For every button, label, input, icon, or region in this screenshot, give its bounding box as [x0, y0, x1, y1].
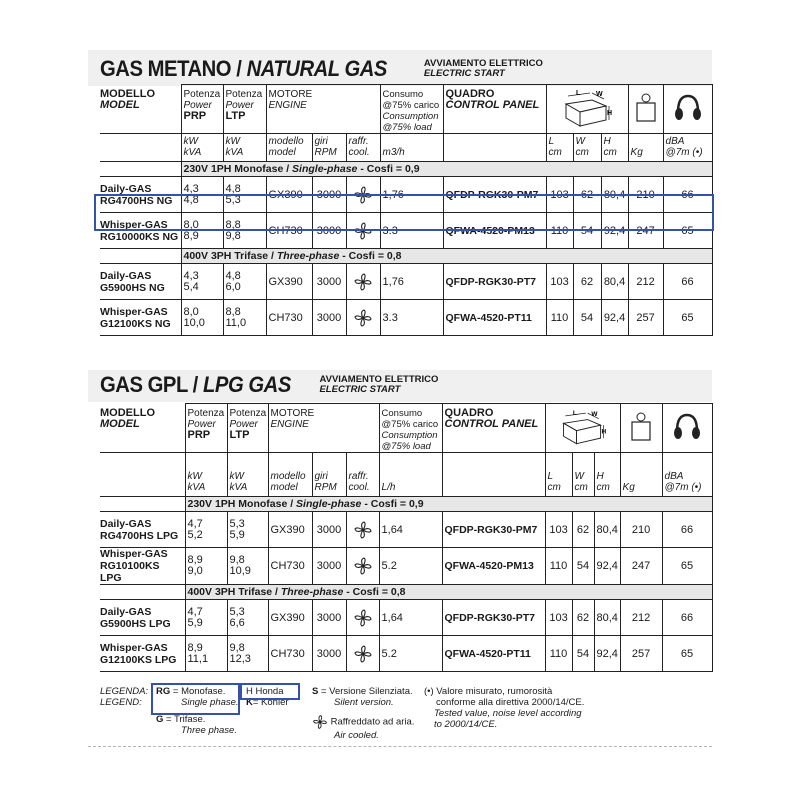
svg-text:H: H: [607, 109, 613, 117]
rpm-cell: 3000: [312, 636, 346, 672]
rpm-unit: giri RPM: [312, 134, 346, 162]
engine-cell: GX390: [266, 177, 312, 213]
weight-cell: 257: [620, 636, 662, 672]
fan-icon: [353, 520, 373, 540]
prp-cell: 4,7 5,2: [185, 512, 227, 548]
model-header: MODELLO MODEL: [100, 85, 181, 134]
noise-cell: 65: [663, 300, 712, 336]
model-header: MODELLO MODEL: [100, 404, 185, 453]
length-cell: 110: [545, 636, 572, 672]
phase-spacer: [100, 497, 185, 512]
rpm-cell: 3000: [312, 300, 346, 336]
ltp-unit: kW kVA: [227, 453, 268, 497]
consumption-cell: 5.2: [379, 548, 442, 585]
ltp-cell: 8,8 11,0: [223, 300, 266, 336]
prp-header: Potenza Power PRP: [181, 85, 223, 134]
engine-cell: CH730: [266, 213, 312, 249]
length-cell: 110: [546, 300, 573, 336]
lpg-gas-table: [100, 403, 713, 672]
legend-silent: S = Versione Silenziata. Silent version.: [312, 686, 413, 708]
length-unit: L cm: [546, 134, 573, 162]
weight-header: [628, 85, 663, 134]
cooling-cell: [346, 548, 379, 585]
engine-cell: GX390: [268, 512, 312, 548]
ltp-cell: 4,8 6,0: [223, 264, 266, 300]
weight-cell: 210: [628, 177, 663, 213]
phase-spacer: [100, 162, 181, 177]
panel-header: QUADRO CONTROL PANEL: [443, 85, 546, 134]
phase-spacer: [100, 585, 185, 600]
section-1-subtitle: AVVIAMENTO ELETTRICO ELECTRIC START: [423, 58, 543, 79]
svg-text:H: H: [601, 427, 606, 435]
consumption-cell: 1,64: [379, 512, 442, 548]
height-unit: H cm: [594, 453, 620, 497]
legend-g: G = Trifase. Three phase.: [156, 714, 237, 736]
width-cell: 62: [573, 177, 601, 213]
svg-text:W: W: [590, 410, 597, 418]
phase-row: 230V 1PH Monofase / Single-phase - Cosfi = 0,9: [185, 497, 712, 512]
noise-header: [663, 85, 712, 134]
consumption-header: Consumo @75% carico Consumption @75% load: [379, 404, 442, 453]
legend-air-cooled: Raffreddato ad aria. Air cooled.: [312, 714, 414, 741]
ltp-header: Potenza Power LTP: [223, 85, 266, 134]
length-cell: 103: [546, 264, 573, 300]
noise-header: [662, 404, 712, 453]
prp-header: Potenza Power PRP: [185, 404, 227, 453]
consumption-unit: L/h: [379, 453, 442, 497]
height-cell: 80,4: [594, 512, 620, 548]
length-unit: L cm: [545, 453, 572, 497]
prp-cell: 8,0 10,0: [181, 300, 223, 336]
panel-cell: QFDP-RGK30-PM7: [443, 177, 546, 213]
weight-cell: 210: [620, 512, 662, 548]
panel-cell: QFWA-4520-PM13: [443, 213, 546, 249]
noise-cell: 66: [662, 600, 712, 636]
rpm-cell: 3000: [312, 264, 346, 300]
engine-cell: CH730: [268, 548, 312, 585]
table-row: [100, 548, 712, 585]
fan-icon: [353, 644, 373, 664]
weight-cell: 247: [628, 213, 663, 249]
rpm-cell: 3000: [312, 177, 346, 213]
height-cell: 92,4: [601, 213, 628, 249]
width-cell: 54: [573, 300, 601, 336]
phase-row: 400V 3PH Trifase / Three-phase - Cosfi = 0,8: [185, 585, 712, 600]
cooling-cell: [346, 600, 379, 636]
noise-unit: dBA @7m (•): [663, 134, 712, 162]
legend-kohler: K= Kohler: [246, 697, 289, 708]
prp-unit: kW kVA: [185, 453, 227, 497]
rpm-cell: 3000: [312, 512, 346, 548]
width-unit: W cm: [573, 134, 601, 162]
bottom-divider: [88, 746, 712, 747]
model-cell: Daily-GAS RG4700HS NG: [100, 177, 181, 213]
weight-cell: 247: [620, 548, 662, 585]
ltp-cell: 4,8 5,3: [223, 177, 266, 213]
ear-protection-icon: [673, 92, 703, 124]
cooling-cell: [346, 512, 379, 548]
consumption-cell: 5.2: [379, 636, 442, 672]
height-cell: 92,4: [594, 636, 620, 672]
model-unit: [100, 134, 181, 162]
svg-text:L: L: [572, 409, 577, 417]
width-cell: 54: [573, 213, 601, 249]
model-cell: Daily-GAS G5900HS NG: [100, 264, 181, 300]
engine-model-unit: modello model: [268, 453, 312, 497]
fan-icon: [353, 556, 373, 576]
panel-cell: QFDP-RGK30-PT7: [442, 600, 545, 636]
table-row: [100, 636, 712, 672]
rpm-cell: 3000: [312, 548, 346, 585]
dimensions-box-icon: [560, 88, 614, 128]
weight-unit: Kg: [620, 453, 662, 497]
dimensions-header: [546, 85, 628, 134]
ltp-cell: 9,8 10,9: [227, 548, 268, 585]
legend-title: LEGENDA: LEGEND:: [100, 686, 149, 708]
model-unit: [100, 453, 185, 497]
length-cell: 103: [546, 177, 573, 213]
ltp-cell: 5,3 6,6: [227, 600, 268, 636]
ear-protection-icon: [672, 411, 702, 443]
fan-icon: [312, 714, 328, 730]
noise-cell: 66: [663, 177, 712, 213]
consumption-cell: 1,76: [380, 264, 443, 300]
height-cell: 92,4: [601, 300, 628, 336]
rpm-cell: 3000: [312, 600, 346, 636]
noise-unit: dBA @7m (•): [662, 453, 712, 497]
cooling-unit: raffr. cool.: [346, 134, 380, 162]
model-cell: Daily-GAS RG4700HS LPG: [100, 512, 185, 548]
width-cell: 54: [572, 636, 594, 672]
engine-cell: CH730: [268, 636, 312, 672]
engine-cell: GX390: [268, 600, 312, 636]
weight-icon: [634, 92, 658, 124]
cooling-cell: [346, 636, 379, 672]
rpm-cell: 3000: [312, 213, 346, 249]
dimensions-header: [545, 404, 620, 453]
noise-cell: 65: [663, 213, 712, 249]
cooling-cell: [346, 177, 380, 213]
engine-model-unit: modello model: [266, 134, 312, 162]
prp-cell: 4,3 4,8: [181, 177, 223, 213]
weight-cell: 257: [628, 300, 663, 336]
engine-cell: GX390: [266, 264, 312, 300]
cooling-cell: [346, 264, 380, 300]
phase-row: 230V 1PH Monofase / Single-phase - Cosfi = 0,9: [181, 162, 712, 177]
consumption-unit: m3/h: [380, 134, 443, 162]
panel-cell: QFDP-RGK30-PM7: [442, 512, 545, 548]
engine-header: MOTORE ENGINE: [268, 404, 379, 453]
fan-icon: [353, 608, 373, 628]
engine-header: MOTORE ENGINE: [266, 85, 380, 134]
section-2-title: [100, 370, 438, 398]
noise-cell: 65: [662, 548, 712, 585]
prp-cell: 4,3 5,4: [181, 264, 223, 300]
cooling-cell: [346, 213, 380, 249]
length-cell: 103: [545, 600, 572, 636]
model-cell: Daily-GAS G5900HS LPG: [100, 600, 185, 636]
weight-header: [620, 404, 662, 453]
fan-icon: [353, 221, 373, 241]
engine-cell: CH730: [266, 300, 312, 336]
consumption-header: Consumo @75% carico Consumption @75% load: [380, 85, 443, 134]
table-row: [100, 264, 712, 300]
ltp-cell: 9,8 12,3: [227, 636, 268, 672]
fan-icon: [353, 185, 373, 205]
ltp-header: Potenza Power LTP: [227, 404, 268, 453]
section-2-subtitle: AVVIAMENTO ELETTRICO ELECTRIC START: [319, 374, 439, 395]
panel-unit: [442, 453, 545, 497]
table-row: [100, 177, 712, 213]
ltp-cell: 5,3 5,9: [227, 512, 268, 548]
table-row: [100, 512, 712, 548]
noise-cell: 66: [663, 264, 712, 300]
prp-cell: 8,0 8,9: [181, 213, 223, 249]
panel-cell: QFWA-4520-PM13: [442, 548, 545, 585]
prp-cell: 4,7 5,9: [185, 600, 227, 636]
width-cell: 62: [573, 264, 601, 300]
section-1-title: [100, 52, 543, 82]
height-cell: 80,4: [601, 264, 628, 300]
weight-cell: 212: [628, 264, 663, 300]
table-row: [100, 213, 712, 249]
svg-text:W: W: [596, 90, 603, 98]
panel-cell: QFDP-RGK30-PT7: [443, 264, 546, 300]
consumption-cell: 3.3: [380, 300, 443, 336]
weight-cell: 212: [620, 600, 662, 636]
section-1-title-text: GAS METANO / NATURAL GAS: [100, 56, 387, 81]
cooling-unit: raffr. cool.: [346, 453, 379, 497]
model-cell: Whisper-GAS RG10000KS NG: [100, 213, 181, 249]
prp-cell: 8,9 9,0: [185, 548, 227, 585]
legend-rg: RG = Monofase. Single phase.: [156, 686, 239, 708]
ltp-unit: kW kVA: [223, 134, 266, 162]
phase-row: 400V 3PH Trifase / Three-phase - Cosfi = 0,8: [181, 249, 712, 264]
model-cell: Whisper-GAS G12100KS NG: [100, 300, 181, 336]
noise-cell: 65: [662, 636, 712, 672]
fan-icon: [353, 308, 373, 328]
consumption-cell: 1,64: [379, 600, 442, 636]
length-cell: 103: [545, 512, 572, 548]
panel-header: QUADRO CONTROL PANEL: [442, 404, 545, 453]
length-cell: 110: [545, 548, 572, 585]
natural-gas-table: [100, 84, 713, 336]
panel-cell: QFWA-4520-PT11: [443, 300, 546, 336]
dimensions-box-icon: [558, 407, 608, 447]
phase-spacer: [100, 249, 181, 264]
table-row: [100, 300, 712, 336]
weight-unit: Kg: [628, 134, 663, 162]
cooling-cell: [346, 300, 380, 336]
table-row: [100, 600, 712, 636]
section-2-title-text: GAS GPL / LPG GAS: [100, 372, 291, 397]
svg-text:L: L: [576, 89, 581, 97]
weight-icon: [629, 411, 653, 443]
prp-cell: 8,9 11,1: [185, 636, 227, 672]
height-cell: 80,4: [594, 600, 620, 636]
legend-noise-note: (•) Valore misurato, rumorosità conforme alla direttiva 2000/14/CE. Tested value, noise level according to 2000/14/CE.: [424, 686, 585, 730]
width-cell: 54: [572, 548, 594, 585]
consumption-cell: 3.3: [380, 213, 443, 249]
length-cell: 110: [546, 213, 573, 249]
fan-icon: [353, 272, 373, 292]
height-cell: 80,4: [601, 177, 628, 213]
height-cell: 92,4: [594, 548, 620, 585]
width-cell: 62: [572, 512, 594, 548]
ltp-cell: 8,8 9,8: [223, 213, 266, 249]
height-unit: H cm: [601, 134, 628, 162]
model-cell: Whisper-GAS RG10100KS LPG: [100, 548, 185, 585]
rpm-unit: giri RPM: [312, 453, 346, 497]
legend-honda: H Honda: [246, 686, 284, 697]
consumption-cell: 1,76: [380, 177, 443, 213]
panel-cell: QFWA-4520-PT11: [442, 636, 545, 672]
width-cell: 62: [572, 600, 594, 636]
model-cell: Whisper-GAS G12100KS LPG: [100, 636, 185, 672]
panel-unit: [443, 134, 546, 162]
width-unit: W cm: [572, 453, 594, 497]
noise-cell: 66: [662, 512, 712, 548]
prp-unit: kW kVA: [181, 134, 223, 162]
